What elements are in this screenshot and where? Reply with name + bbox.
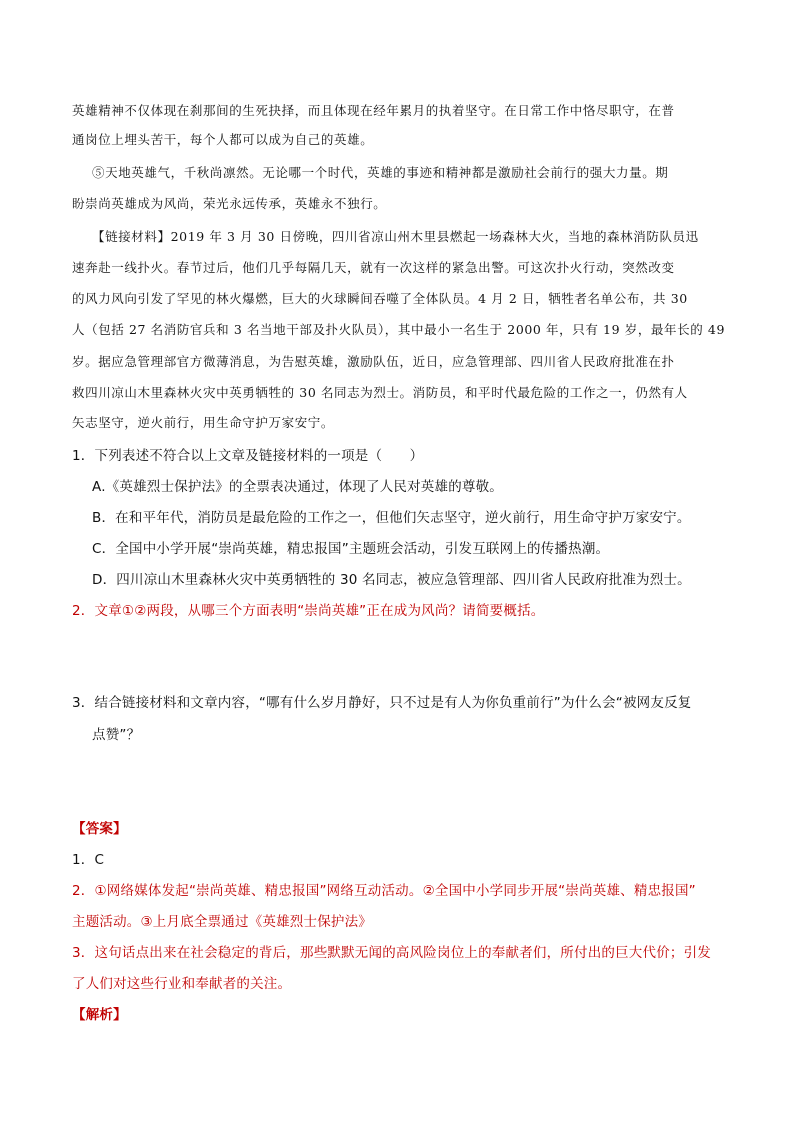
answer-3-line1: 3．这句话点出来在社会稳定的背后，那些默默无闻的高风险岗位上的奉献者们，所付出的巨大代价；引发 (72, 945, 711, 961)
question-3-line2: 点赞”？ (92, 727, 141, 743)
answer-2-line2: 主题活动。③上月底全票通过《英雄烈士保护法》 (72, 914, 373, 930)
link-material-line: 岁。据应急管理部官方微薄消息，为告慰英雄，激励队伍，近日，应急管理部、四川省人民政府批准在扑 (72, 354, 675, 369)
question-1-stem: 1．下列表述不符合以上文章及链接材料的一项是（ ） (72, 448, 424, 464)
link-material-line: 速奔赴一线扑火。春节过后，他们几乎每隔几天，就有一次这样的紧急出警。可这次扑火行动，突然改变 (72, 260, 675, 275)
link-material-line: 【链接材料】2019 年 3 月 30 日傍晚，四川省凉山州木里县燃起一场森林大火，当地的森林消防队员迅 (92, 229, 699, 244)
link-material-line: 救四川凉山木里森林火灾中英勇牺牲的 30 名同志为烈士。消防员，和平时代最危险的工作之一，仍然有人 (72, 385, 688, 400)
article-line: 盼崇尚英雄成为风尚，荣光永远传承，英雄永不独行。 (72, 196, 387, 211)
answer-heading: 【答案】 (72, 821, 127, 837)
analysis-heading: 【解析】 (72, 1007, 127, 1023)
question-2: 2．文章①②两段，从哪三个方面表明“崇尚英雄”正在成为风尚？请简要概括。 (72, 603, 545, 619)
link-material-line: 人（包括 27 名消防官兵和 3 名当地干部及扑火队员），其中最小一名生于 2000 年，只有 19 岁，最年长的 49 (72, 322, 725, 337)
link-material-line: 的风力风向引发了罕见的林火爆燃，巨大的火球瞬间吞噬了全体队员。4 月 2 日，牺牲者名单公布，共 30 (72, 291, 688, 306)
question-1-option-c: C．全国中小学开展“崇尚英雄，精忠报国”主题班会活动，引发互联网上的传播热潮。 (92, 541, 610, 557)
answer-1: 1．C (72, 852, 105, 868)
question-3-line1: 3．结合链接材料和文章内容，“哪有什么岁月静好，只不过是有人为你负重前行”为什么会“被网友反复 (72, 695, 692, 711)
question-1-option-d: D．四川凉山木里森林火灾中英勇牺牲的 30 名同志，被应急管理部、四川省人民政府批准为烈士。 (92, 572, 691, 588)
link-material-line: 矢志坚守，逆火前行，用生命守护万家安宁。 (72, 415, 335, 430)
article-line: 英雄精神不仅体现在刹那间的生死抉择，而且体现在经年累月的执着坚守。在日常工作中恪尽职守，在普 (72, 103, 675, 118)
article-line: ⑤天地英雄气，千秋尚凛然。无论哪一个时代，英雄的事迹和精神都是激励社会前行的强大力量。期 (92, 165, 669, 180)
question-1-option-b: B．在和平年代，消防员是最危险的工作之一，但他们矢志坚守，逆火前行，用生命守护万家安宁。 (92, 510, 691, 526)
answer-2-line1: 2．①网络媒体发起“崇尚英雄、精忠报国”网络互动活动。②全国中小学同步开展“崇尚英雄、精忠报国” (72, 883, 696, 899)
question-1-option-a: A.《英雄烈士保护法》的全票表决通过，体现了人民对英雄的尊敬。 (92, 479, 503, 495)
article-line: 通岗位上埋头苦干，每个人都可以成为自己的英雄。 (72, 132, 374, 147)
answer-3-line2: 了人们对这些行业和奉献者的关注。 (72, 976, 292, 992)
